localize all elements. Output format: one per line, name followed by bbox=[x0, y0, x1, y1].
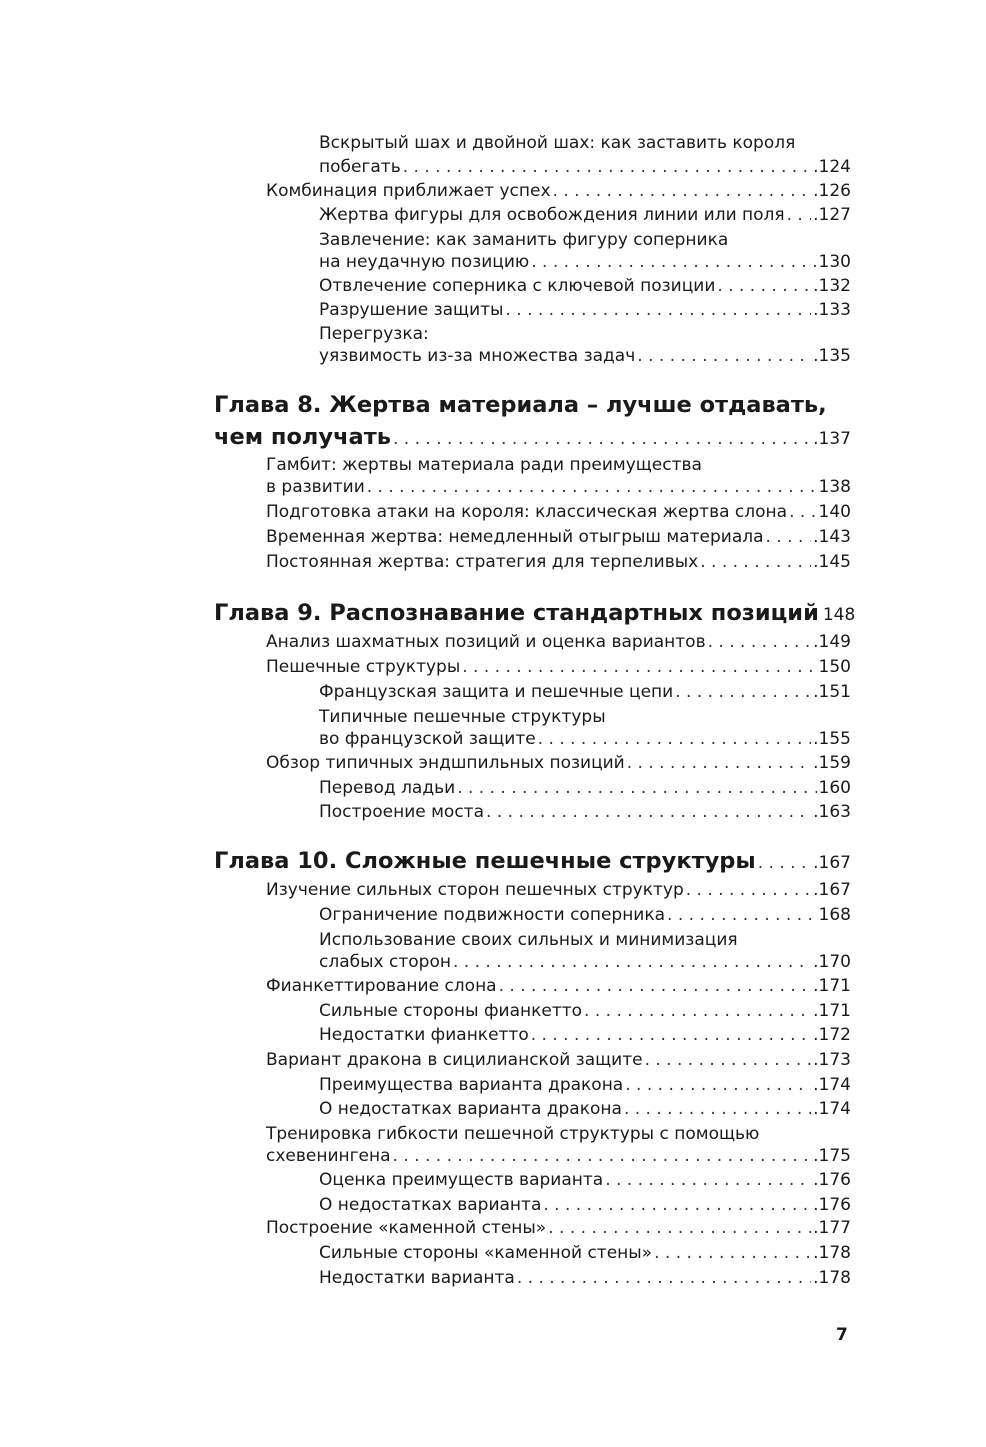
dot-leader bbox=[717, 276, 811, 296]
toc-entry-title: слабых сторон bbox=[319, 952, 451, 972]
toc-page-number: .124 bbox=[813, 157, 851, 177]
toc-entry-line bbox=[214, 848, 851, 874]
toc-entry-line bbox=[266, 527, 851, 547]
toc-entry-title: Разрушение защиты bbox=[319, 300, 504, 320]
dot-leader bbox=[766, 527, 812, 547]
toc-entry-line bbox=[266, 632, 851, 652]
toc-entry-line bbox=[319, 682, 851, 702]
toc-page-number: .155 bbox=[813, 729, 851, 749]
dot-leader bbox=[789, 502, 816, 522]
toc-entry-title: Глава 9. Распознавание стандартных позиций bbox=[214, 600, 819, 626]
toc-entry-title: Вариант дракона в сицилианской защите bbox=[266, 1050, 643, 1070]
toc-entry-line bbox=[319, 252, 851, 272]
toc-entry-line bbox=[266, 502, 851, 522]
dot-leader bbox=[505, 300, 811, 320]
toc-entry-line bbox=[319, 157, 851, 177]
dot-leader bbox=[584, 1001, 811, 1021]
toc-entry-line bbox=[319, 1001, 851, 1021]
toc-entry-title: Обзор типичных эндшпильных позиций bbox=[266, 753, 625, 773]
dot-leader bbox=[403, 157, 811, 177]
dot-leader bbox=[531, 1025, 811, 1045]
dot-leader bbox=[758, 853, 811, 873]
toc-entry-title: Французская защита и пешечные цепи bbox=[319, 682, 674, 702]
toc-page-number: .174 bbox=[813, 1099, 851, 1119]
toc-entry-title: О недостатках варианта дракона bbox=[319, 1099, 622, 1119]
toc-entry-line bbox=[214, 600, 856, 626]
toc-entry-line bbox=[319, 1075, 851, 1095]
toc-entry-line bbox=[319, 133, 795, 153]
toc-page-number: .171 bbox=[813, 1001, 851, 1021]
toc-entry-title: Изучение сильных сторон пешечных структур bbox=[266, 880, 684, 900]
toc-entry-line bbox=[266, 1146, 851, 1166]
toc-entry-title: уязвимость из-за множества задач bbox=[319, 346, 636, 366]
toc-entry-title: Отвлечение соперника с ключевой позиции bbox=[319, 276, 716, 296]
toc-entry-line bbox=[319, 778, 851, 798]
toc-page-number: .173 bbox=[813, 1050, 851, 1070]
dot-leader bbox=[645, 1050, 812, 1070]
toc-entry-title: Недостатки фианкетто bbox=[319, 1025, 529, 1045]
toc-entry-line bbox=[266, 455, 702, 475]
toc-page-number: .127 bbox=[813, 205, 851, 225]
toc-entry-line bbox=[319, 905, 851, 925]
toc-entry-line bbox=[266, 1218, 851, 1238]
toc-entry-title: схевенингена bbox=[266, 1146, 391, 1166]
toc-entry-title: Перегрузка: bbox=[319, 324, 429, 344]
dot-leader bbox=[531, 252, 816, 272]
toc-entry-line bbox=[319, 1195, 851, 1215]
toc-entry-line bbox=[319, 930, 738, 950]
toc-page-number: .151 bbox=[813, 682, 851, 702]
toc-entry-line bbox=[319, 729, 851, 749]
toc-page-number: .143 bbox=[813, 527, 851, 547]
toc-entry-line bbox=[319, 707, 606, 727]
toc-entry-title: Построение моста bbox=[319, 802, 485, 822]
toc-entry-title: Сильные стороны «каменной стены» bbox=[319, 1243, 653, 1263]
toc-entry-title: Пешечные структуры bbox=[266, 657, 461, 677]
toc-entry-line bbox=[319, 300, 851, 320]
dot-leader bbox=[499, 976, 812, 996]
toc-entry-line bbox=[266, 976, 851, 996]
toc-entry-title: на неудачную позицию bbox=[319, 252, 530, 272]
toc-page-number: .175 bbox=[813, 1146, 851, 1166]
toc-page-number: .145 bbox=[813, 552, 851, 572]
toc-entry-line bbox=[214, 424, 851, 450]
toc-page-number: .174 bbox=[813, 1075, 851, 1095]
toc-entry-line bbox=[319, 205, 851, 225]
toc-page-number: .172 bbox=[813, 1025, 851, 1045]
toc-entry-line bbox=[319, 324, 429, 344]
toc-entry-title: Сильные стороны фианкетто bbox=[319, 1001, 583, 1021]
toc-page-number: 138 bbox=[818, 477, 851, 497]
toc-page-number: .170 bbox=[813, 952, 851, 972]
dot-leader bbox=[517, 1268, 811, 1288]
toc-entry-title: Временная жертва: немедленный отыгрыш материала bbox=[266, 527, 764, 547]
dot-leader bbox=[486, 802, 811, 822]
toc-entry-title: Вскрытый шах и двойной шах: как заставить короля bbox=[319, 133, 796, 153]
toc-page-number: .149 bbox=[813, 632, 851, 652]
toc-page-number: .178 bbox=[813, 1268, 851, 1288]
toc-page-number: .163 bbox=[813, 802, 851, 822]
toc-entry-line bbox=[319, 230, 728, 250]
toc-entry-line bbox=[319, 1268, 851, 1288]
toc-entry-title: Завлечение: как заманить фигуру соперника bbox=[319, 230, 729, 250]
toc-entry-line bbox=[266, 1050, 851, 1070]
dot-leader bbox=[675, 682, 811, 702]
dot-leader bbox=[667, 905, 817, 925]
toc-entry-line bbox=[266, 477, 851, 497]
dot-leader bbox=[367, 477, 817, 497]
toc-entry-title: Тренировка гибкости пешечной структуры с помощью bbox=[266, 1124, 760, 1144]
toc-page-number: .137 bbox=[813, 429, 851, 449]
toc-entry-title: в развитии bbox=[266, 477, 365, 497]
dot-leader bbox=[548, 1218, 811, 1238]
toc-entry-title: Гамбит: жертвы материала ради преимущества bbox=[266, 455, 702, 475]
toc-entry-line bbox=[266, 181, 851, 201]
toc-entry-title: Недостатки варианта bbox=[319, 1268, 515, 1288]
toc-entry-line bbox=[214, 392, 827, 418]
toc-entry-title: О недостатках варианта bbox=[319, 1195, 542, 1215]
toc-page-number: 140 bbox=[818, 502, 851, 522]
toc-entry-line bbox=[319, 1025, 851, 1045]
toc-page-number: 168 bbox=[818, 905, 851, 925]
toc-entry-title: Построение «каменной стены» bbox=[266, 1218, 547, 1238]
toc-entry-title: Фианкеттирование слона bbox=[266, 976, 497, 996]
toc-page-number: .171 bbox=[813, 976, 851, 996]
toc-entry-line bbox=[266, 552, 851, 572]
toc-entry-line bbox=[319, 346, 851, 366]
toc-entry-line bbox=[266, 1124, 759, 1144]
toc-page-number: .178 bbox=[813, 1243, 851, 1263]
dot-leader bbox=[686, 880, 811, 900]
toc-entry-line bbox=[266, 657, 851, 677]
toc-entry-title: Глава 8. Жертва материала – лучше отдавать, bbox=[214, 392, 827, 418]
toc-entry-line bbox=[319, 802, 851, 822]
toc-entry-line bbox=[266, 753, 851, 773]
toc-entry-title: Жертва фигуры для освобождения линии или поля bbox=[319, 205, 785, 225]
dot-leader bbox=[627, 753, 811, 773]
toc-entry-title: Типичные пешечные структуры bbox=[319, 707, 606, 727]
toc-page-number: 148 bbox=[822, 605, 856, 625]
toc-entry-title: Ограничение подвижности соперника bbox=[319, 905, 666, 925]
toc-entry-title: Оценка преимуществ варианта bbox=[319, 1170, 604, 1190]
dot-leader bbox=[462, 657, 816, 677]
toc-entry-title: Преимущества варианта дракона bbox=[319, 1075, 624, 1095]
toc-page-number: 150 bbox=[818, 657, 851, 677]
toc-entry-line bbox=[319, 276, 851, 296]
toc-page-number: .133 bbox=[813, 300, 851, 320]
toc-entry-title: Использование своих сильных и минимизация bbox=[319, 930, 738, 950]
toc-entry-title: Глава 10. Сложные пешечные структуры bbox=[214, 848, 756, 874]
dot-leader bbox=[393, 1146, 812, 1166]
dot-leader bbox=[787, 205, 812, 225]
toc-entry-title: Анализ шахматных позиций и оценка вариантов bbox=[266, 632, 706, 652]
dot-leader bbox=[605, 1170, 811, 1190]
toc-page-number: 160 bbox=[818, 778, 851, 798]
dot-leader bbox=[637, 346, 811, 366]
toc-entry-title: Постоянная жертва: стратегия для терпеливых bbox=[266, 552, 699, 572]
dot-leader bbox=[553, 181, 812, 201]
toc-entry-title: Подготовка атаки на короля: классическая жертва слона bbox=[266, 502, 788, 522]
dot-leader bbox=[543, 1195, 811, 1215]
toc-entry-line bbox=[319, 1099, 851, 1119]
toc-page-number: .159 bbox=[813, 753, 851, 773]
dot-leader bbox=[654, 1243, 811, 1263]
dot-leader bbox=[393, 429, 811, 449]
toc-entry-title: во французской защите bbox=[319, 729, 536, 749]
dot-leader bbox=[457, 778, 816, 798]
toc-entry-line bbox=[319, 952, 851, 972]
toc-page-number: 130 bbox=[818, 252, 851, 272]
toc-page-number: .167 bbox=[813, 880, 851, 900]
page-number: 7 bbox=[836, 1325, 848, 1345]
toc-entry-line bbox=[319, 1170, 851, 1190]
toc-entry-line bbox=[319, 1243, 851, 1263]
dot-leader bbox=[453, 952, 811, 972]
dot-leader bbox=[700, 552, 811, 572]
toc-page-number: .135 bbox=[813, 346, 851, 366]
toc-entry-title: чем получать bbox=[214, 424, 391, 450]
toc-entry-line bbox=[266, 880, 851, 900]
dot-leader bbox=[625, 1075, 811, 1095]
dot-leader bbox=[624, 1099, 811, 1119]
toc-page-number: .176 bbox=[813, 1170, 851, 1190]
toc-page-number: .132 bbox=[813, 276, 851, 296]
dot-leader bbox=[538, 729, 811, 749]
toc-page-number: .126 bbox=[813, 181, 851, 201]
toc-entry-title: Комбинация приближает успех bbox=[266, 181, 551, 201]
toc-page-number: .177 bbox=[813, 1218, 851, 1238]
toc-entry-title: побегать bbox=[319, 157, 401, 177]
toc-entry-title: Перевод ладьи bbox=[319, 778, 456, 798]
dot-leader bbox=[708, 632, 812, 652]
toc-page-number: .167 bbox=[813, 853, 851, 873]
toc-page-number: .176 bbox=[813, 1195, 851, 1215]
